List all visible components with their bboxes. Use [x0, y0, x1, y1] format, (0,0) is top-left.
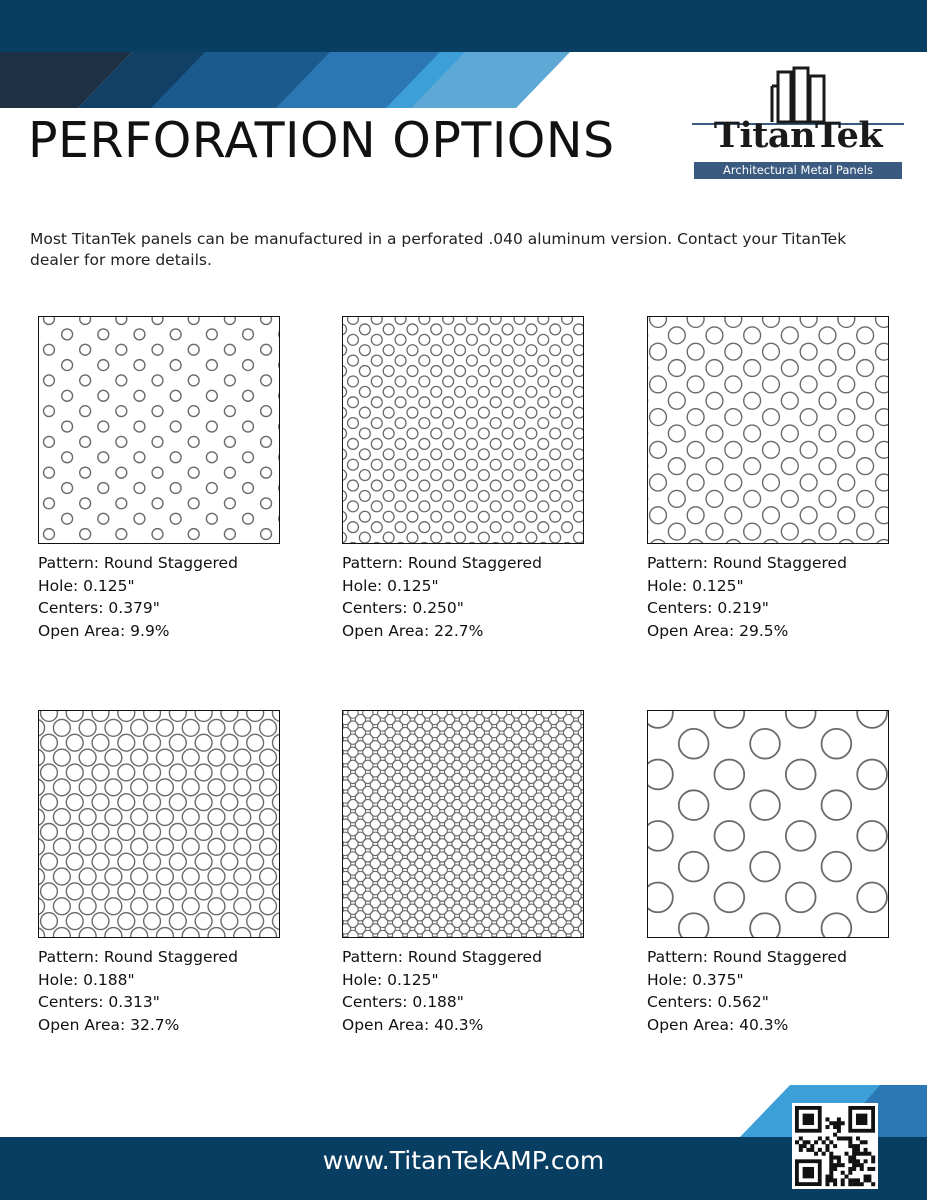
centers-line: Centers: 0.313"	[38, 993, 160, 1011]
open-area-line: Open Area: 32.7%	[38, 1015, 180, 1034]
pattern-line: Pattern: Round Staggered	[38, 948, 238, 966]
pattern-card	[38, 710, 282, 1036]
pattern-specs	[342, 946, 586, 1036]
logo-wordmark: TitanTek	[713, 115, 883, 156]
centers-line: Centers: 0.379"	[38, 599, 160, 617]
centers-line: Centers: 0.219"	[647, 599, 769, 617]
pattern-line: Pattern: Round Staggered	[342, 554, 542, 572]
pattern-card	[342, 316, 586, 642]
open-area-line: Open Area: 9.9%	[38, 621, 170, 640]
pattern-line: Pattern: Round Staggered	[38, 554, 238, 572]
pattern-line: Pattern: Round Staggered	[647, 554, 847, 572]
pattern-card	[647, 710, 891, 1036]
pattern-specs	[38, 552, 282, 642]
perforation-pattern-swatch	[38, 316, 280, 544]
pattern-line: Pattern: Round Staggered	[647, 948, 847, 966]
hole-line: Hole: 0.188"	[38, 970, 135, 989]
perforation-pattern-swatch	[647, 316, 889, 544]
open-area-line: Open Area: 22.7%	[342, 621, 484, 640]
hole-line: Hole: 0.125"	[647, 576, 744, 595]
perforation-pattern-swatch	[38, 710, 280, 938]
open-area-line: Open Area: 40.3%	[647, 1015, 789, 1034]
intro-text: Most TitanTek panels can be manufactured in a perforated .040 aluminum version. Contact your TitanTek dealer for more details.	[30, 230, 847, 269]
open-area-line: Open Area: 40.3%	[342, 1015, 484, 1034]
qr-code-icon[interactable]	[792, 1103, 878, 1189]
pattern-card	[342, 710, 586, 1036]
pattern-specs	[38, 946, 282, 1036]
hole-line: Hole: 0.125"	[38, 576, 135, 595]
perforation-pattern-swatch	[342, 710, 584, 938]
page-title: PERFORATION OPTIONS	[28, 112, 615, 169]
centers-line: Centers: 0.562"	[647, 993, 769, 1011]
perforation-pattern-swatch	[342, 316, 584, 544]
pattern-specs	[342, 552, 586, 642]
centers-line: Centers: 0.250"	[342, 599, 464, 617]
footer-band	[0, 1085, 927, 1200]
titantek-logo	[692, 66, 904, 182]
perforation-pattern-swatch	[647, 710, 889, 938]
website-url[interactable]: www.TitanTekAMP.com	[322, 1146, 605, 1175]
pattern-specs	[647, 552, 891, 642]
pattern-card	[647, 316, 891, 642]
open-area-line: Open Area: 29.5%	[647, 621, 789, 640]
hole-line: Hole: 0.375"	[647, 970, 744, 989]
logo-tagline: Architectural Metal Panels	[694, 162, 902, 179]
hole-line: Hole: 0.125"	[342, 970, 439, 989]
hole-line: Hole: 0.125"	[342, 576, 439, 595]
centers-line: Centers: 0.188"	[342, 993, 464, 1011]
pattern-line: Pattern: Round Staggered	[342, 948, 542, 966]
pattern-specs	[647, 946, 891, 1036]
pattern-card	[38, 316, 282, 642]
